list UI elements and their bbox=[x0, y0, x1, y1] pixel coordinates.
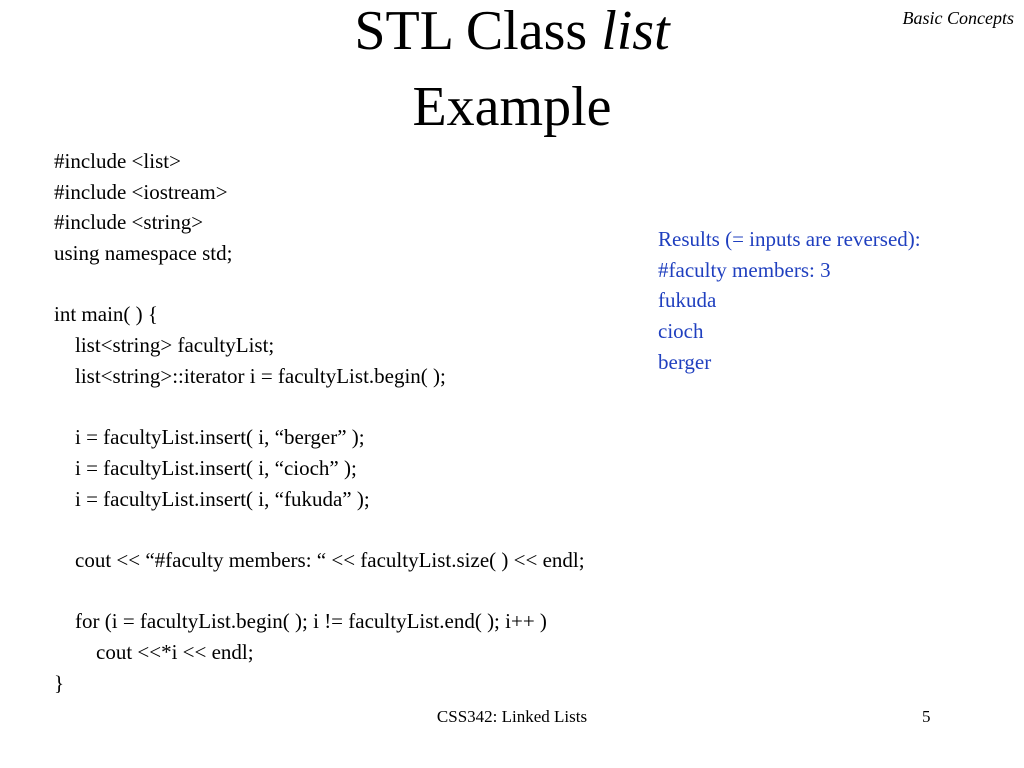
code-line bbox=[54, 269, 585, 300]
code-line: int main( ) { bbox=[54, 302, 158, 327]
slide-subtitle: Example bbox=[412, 76, 612, 138]
page-number: 5 bbox=[922, 707, 931, 726]
code-line: } bbox=[54, 670, 65, 695]
results-count: #faculty members: 3 bbox=[658, 257, 831, 282]
code-line: for (i = facultyList.begin( ); i != facultyList.end( ); i++ ) bbox=[54, 609, 547, 634]
results-name: berger bbox=[658, 349, 712, 374]
results-heading: Results (= inputs are reversed): bbox=[658, 227, 921, 251]
results-name: cioch bbox=[658, 319, 704, 344]
title-text: STL Class bbox=[354, 0, 602, 62]
results-box bbox=[658, 224, 921, 378]
code-line: using namespace std; bbox=[54, 241, 233, 266]
code-line bbox=[54, 392, 585, 423]
section-label: Basic Concepts bbox=[902, 8, 1014, 28]
code-line: i = facultyList.insert( i, “berger” ); bbox=[54, 425, 365, 450]
code-line: #include <string> bbox=[54, 210, 204, 235]
code-line: i = facultyList.insert( i, “fukuda” ); bbox=[54, 486, 370, 511]
title-italic-text: list bbox=[601, 0, 670, 62]
code-line bbox=[54, 514, 585, 545]
code-block bbox=[54, 146, 585, 698]
code-line: #include <iostream> bbox=[54, 179, 228, 204]
code-line: #include <list> bbox=[54, 149, 181, 173]
code-line: list<string> facultyList; bbox=[54, 333, 275, 358]
slide-title bbox=[0, 0, 1024, 66]
results-name: fukuda bbox=[658, 288, 717, 313]
footer-course: CSS342: Linked Lists bbox=[436, 707, 588, 726]
code-line: cout << “#faculty members: “ << facultyList.size( ) << endl; bbox=[54, 547, 585, 572]
code-line: cout <<*i << endl; bbox=[54, 640, 254, 664]
code-line bbox=[54, 576, 585, 607]
code-line: i = facultyList.insert( i, “cioch” ); bbox=[54, 455, 357, 480]
code-line: list<string>::iterator i = facultyList.begin( ); bbox=[54, 363, 446, 388]
